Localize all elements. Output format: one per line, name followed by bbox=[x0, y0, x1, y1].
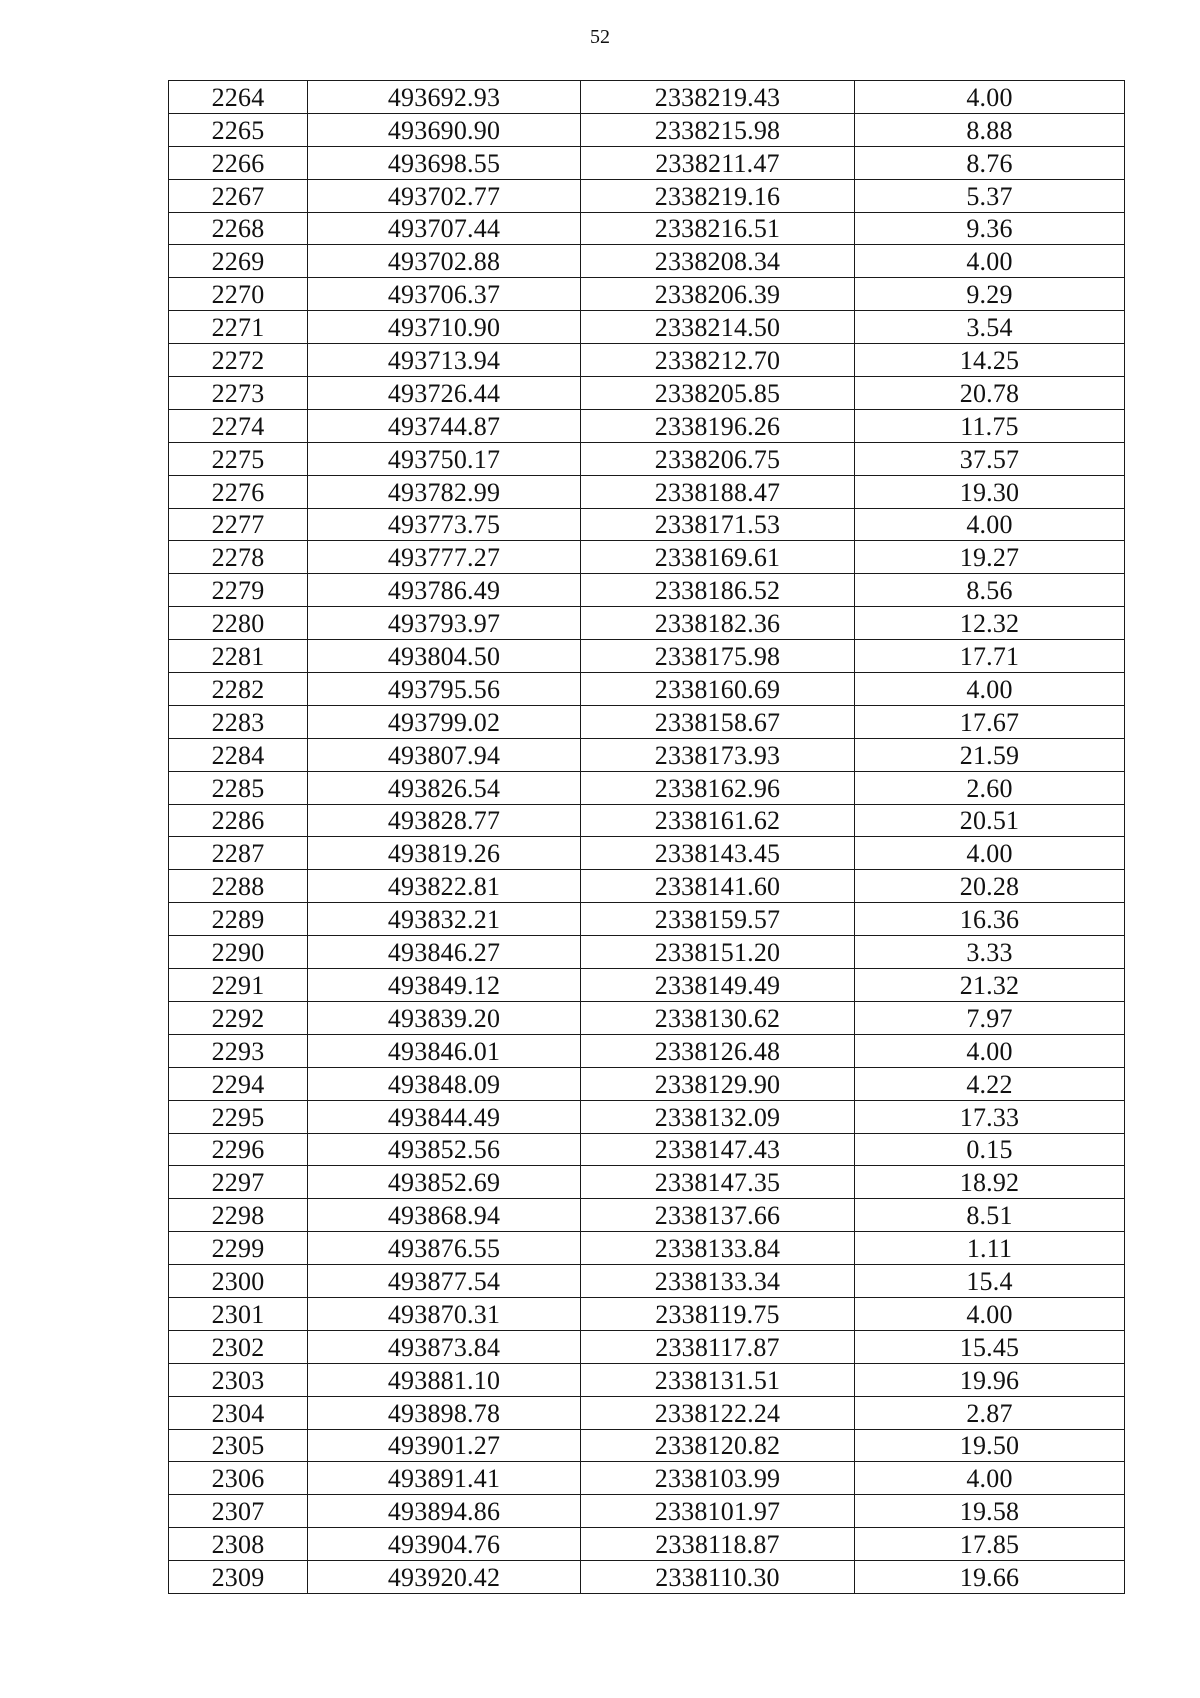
distance-cell: 9.36 bbox=[855, 212, 1125, 245]
point-id-cell: 2306 bbox=[169, 1462, 308, 1495]
y-coordinate-cell: 2338219.16 bbox=[581, 179, 855, 212]
point-id-cell: 2284 bbox=[169, 738, 308, 771]
page-number: 52 bbox=[590, 26, 610, 48]
point-id-cell: 2296 bbox=[169, 1133, 308, 1166]
point-id-cell: 2273 bbox=[169, 377, 308, 410]
y-coordinate-cell: 2338117.87 bbox=[581, 1330, 855, 1363]
x-coordinate-cell: 493822.81 bbox=[308, 870, 581, 903]
y-coordinate-cell: 2338206.39 bbox=[581, 278, 855, 311]
table-row bbox=[169, 1330, 1125, 1363]
distance-cell: 18.92 bbox=[855, 1166, 1125, 1199]
y-coordinate-cell: 2338131.51 bbox=[581, 1363, 855, 1396]
distance-cell: 15.45 bbox=[855, 1330, 1125, 1363]
point-id-cell: 2266 bbox=[169, 146, 308, 179]
distance-cell: 0.15 bbox=[855, 1133, 1125, 1166]
y-coordinate-cell: 2338188.47 bbox=[581, 475, 855, 508]
y-coordinate-cell: 2338120.82 bbox=[581, 1429, 855, 1462]
distance-cell: 1.11 bbox=[855, 1232, 1125, 1265]
x-coordinate-cell: 493828.77 bbox=[308, 804, 581, 837]
y-coordinate-cell: 2338103.99 bbox=[581, 1462, 855, 1495]
x-coordinate-cell: 493698.55 bbox=[308, 146, 581, 179]
table-row bbox=[169, 1561, 1125, 1594]
point-id-cell: 2268 bbox=[169, 212, 308, 245]
point-id-cell: 2272 bbox=[169, 344, 308, 377]
x-coordinate-cell: 493786.49 bbox=[308, 574, 581, 607]
distance-cell: 5.37 bbox=[855, 179, 1125, 212]
x-coordinate-cell: 493782.99 bbox=[308, 475, 581, 508]
table-row bbox=[169, 344, 1125, 377]
x-coordinate-cell: 493744.87 bbox=[308, 409, 581, 442]
table-row bbox=[169, 113, 1125, 146]
y-coordinate-cell: 2338182.36 bbox=[581, 607, 855, 640]
y-coordinate-cell: 2338133.84 bbox=[581, 1232, 855, 1265]
table-row bbox=[169, 1462, 1125, 1495]
point-id-cell: 2309 bbox=[169, 1561, 308, 1594]
distance-cell: 20.78 bbox=[855, 377, 1125, 410]
table-body bbox=[169, 81, 1125, 1594]
distance-cell: 21.59 bbox=[855, 738, 1125, 771]
y-coordinate-cell: 2338208.34 bbox=[581, 245, 855, 278]
distance-cell: 19.58 bbox=[855, 1495, 1125, 1528]
table-row bbox=[169, 607, 1125, 640]
x-coordinate-cell: 493726.44 bbox=[308, 377, 581, 410]
x-coordinate-cell: 493713.94 bbox=[308, 344, 581, 377]
table-row bbox=[169, 278, 1125, 311]
distance-cell: 4.00 bbox=[855, 81, 1125, 114]
coordinates-table bbox=[168, 80, 1125, 1594]
distance-cell: 37.57 bbox=[855, 442, 1125, 475]
point-id-cell: 2274 bbox=[169, 409, 308, 442]
point-id-cell: 2282 bbox=[169, 673, 308, 706]
distance-cell: 2.87 bbox=[855, 1396, 1125, 1429]
x-coordinate-cell: 493920.42 bbox=[308, 1561, 581, 1594]
y-coordinate-cell: 2338175.98 bbox=[581, 640, 855, 673]
y-coordinate-cell: 2338216.51 bbox=[581, 212, 855, 245]
x-coordinate-cell: 493710.90 bbox=[308, 311, 581, 344]
distance-cell: 17.71 bbox=[855, 640, 1125, 673]
point-id-cell: 2295 bbox=[169, 1100, 308, 1133]
x-coordinate-cell: 493870.31 bbox=[308, 1297, 581, 1330]
point-id-cell: 2299 bbox=[169, 1232, 308, 1265]
x-coordinate-cell: 493777.27 bbox=[308, 541, 581, 574]
table-row bbox=[169, 1100, 1125, 1133]
x-coordinate-cell: 493846.27 bbox=[308, 936, 581, 969]
y-coordinate-cell: 2338137.66 bbox=[581, 1199, 855, 1232]
distance-cell: 19.27 bbox=[855, 541, 1125, 574]
y-coordinate-cell: 2338147.43 bbox=[581, 1133, 855, 1166]
distance-cell: 4.00 bbox=[855, 673, 1125, 706]
table-row bbox=[169, 146, 1125, 179]
x-coordinate-cell: 493702.77 bbox=[308, 179, 581, 212]
x-coordinate-cell: 493894.86 bbox=[308, 1495, 581, 1528]
point-id-cell: 2267 bbox=[169, 179, 308, 212]
point-id-cell: 2304 bbox=[169, 1396, 308, 1429]
y-coordinate-cell: 2338161.62 bbox=[581, 804, 855, 837]
x-coordinate-cell: 493844.49 bbox=[308, 1100, 581, 1133]
y-coordinate-cell: 2338206.75 bbox=[581, 442, 855, 475]
y-coordinate-cell: 2338141.60 bbox=[581, 870, 855, 903]
table-row bbox=[169, 1133, 1125, 1166]
distance-cell: 16.36 bbox=[855, 903, 1125, 936]
x-coordinate-cell: 493750.17 bbox=[308, 442, 581, 475]
y-coordinate-cell: 2338101.97 bbox=[581, 1495, 855, 1528]
point-id-cell: 2298 bbox=[169, 1199, 308, 1232]
point-id-cell: 2303 bbox=[169, 1363, 308, 1396]
y-coordinate-cell: 2338211.47 bbox=[581, 146, 855, 179]
x-coordinate-cell: 493799.02 bbox=[308, 705, 581, 738]
y-coordinate-cell: 2338110.30 bbox=[581, 1561, 855, 1594]
y-coordinate-cell: 2338212.70 bbox=[581, 344, 855, 377]
x-coordinate-cell: 493832.21 bbox=[308, 903, 581, 936]
y-coordinate-cell: 2338173.93 bbox=[581, 738, 855, 771]
distance-cell: 20.51 bbox=[855, 804, 1125, 837]
y-coordinate-cell: 2338119.75 bbox=[581, 1297, 855, 1330]
point-id-cell: 2293 bbox=[169, 1034, 308, 1067]
distance-cell: 20.28 bbox=[855, 870, 1125, 903]
x-coordinate-cell: 493804.50 bbox=[308, 640, 581, 673]
table-row bbox=[169, 574, 1125, 607]
table-row bbox=[169, 804, 1125, 837]
distance-cell: 4.00 bbox=[855, 1462, 1125, 1495]
table-row bbox=[169, 1034, 1125, 1067]
x-coordinate-cell: 493819.26 bbox=[308, 837, 581, 870]
point-id-cell: 2270 bbox=[169, 278, 308, 311]
x-coordinate-cell: 493807.94 bbox=[308, 738, 581, 771]
point-id-cell: 2275 bbox=[169, 442, 308, 475]
distance-cell: 15.4 bbox=[855, 1265, 1125, 1298]
table-row bbox=[169, 311, 1125, 344]
point-id-cell: 2280 bbox=[169, 607, 308, 640]
point-id-cell: 2277 bbox=[169, 508, 308, 541]
point-id-cell: 2300 bbox=[169, 1265, 308, 1298]
y-coordinate-cell: 2338169.61 bbox=[581, 541, 855, 574]
table-row bbox=[169, 1199, 1125, 1232]
distance-cell: 8.51 bbox=[855, 1199, 1125, 1232]
table-row bbox=[169, 1396, 1125, 1429]
x-coordinate-cell: 493868.94 bbox=[308, 1199, 581, 1232]
table-row bbox=[169, 377, 1125, 410]
y-coordinate-cell: 2338143.45 bbox=[581, 837, 855, 870]
point-id-cell: 2265 bbox=[169, 113, 308, 146]
point-id-cell: 2278 bbox=[169, 541, 308, 574]
point-id-cell: 2264 bbox=[169, 81, 308, 114]
x-coordinate-cell: 493901.27 bbox=[308, 1429, 581, 1462]
table-row bbox=[169, 245, 1125, 278]
table-row bbox=[169, 508, 1125, 541]
point-id-cell: 2283 bbox=[169, 705, 308, 738]
table-row bbox=[169, 673, 1125, 706]
distance-cell: 8.56 bbox=[855, 574, 1125, 607]
table-row bbox=[169, 1528, 1125, 1561]
table-row bbox=[169, 442, 1125, 475]
y-coordinate-cell: 2338118.87 bbox=[581, 1528, 855, 1561]
table-row bbox=[169, 212, 1125, 245]
table-row bbox=[169, 81, 1125, 114]
distance-cell: 19.96 bbox=[855, 1363, 1125, 1396]
table-row bbox=[169, 541, 1125, 574]
y-coordinate-cell: 2338132.09 bbox=[581, 1100, 855, 1133]
distance-cell: 17.67 bbox=[855, 705, 1125, 738]
x-coordinate-cell: 493877.54 bbox=[308, 1265, 581, 1298]
y-coordinate-cell: 2338158.67 bbox=[581, 705, 855, 738]
table-row bbox=[169, 705, 1125, 738]
x-coordinate-cell: 493898.78 bbox=[308, 1396, 581, 1429]
distance-cell: 19.66 bbox=[855, 1561, 1125, 1594]
point-id-cell: 2297 bbox=[169, 1166, 308, 1199]
y-coordinate-cell: 2338126.48 bbox=[581, 1034, 855, 1067]
distance-cell: 3.33 bbox=[855, 936, 1125, 969]
point-id-cell: 2301 bbox=[169, 1297, 308, 1330]
y-coordinate-cell: 2338214.50 bbox=[581, 311, 855, 344]
table-row bbox=[169, 179, 1125, 212]
x-coordinate-cell: 493873.84 bbox=[308, 1330, 581, 1363]
table-row bbox=[169, 771, 1125, 804]
y-coordinate-cell: 2338129.90 bbox=[581, 1067, 855, 1100]
x-coordinate-cell: 493839.20 bbox=[308, 1001, 581, 1034]
distance-cell: 8.88 bbox=[855, 113, 1125, 146]
x-coordinate-cell: 493706.37 bbox=[308, 278, 581, 311]
distance-cell: 19.30 bbox=[855, 475, 1125, 508]
table-row bbox=[169, 1232, 1125, 1265]
table-row bbox=[169, 409, 1125, 442]
y-coordinate-cell: 2338160.69 bbox=[581, 673, 855, 706]
x-coordinate-cell: 493904.76 bbox=[308, 1528, 581, 1561]
x-coordinate-cell: 493848.09 bbox=[308, 1067, 581, 1100]
table-row bbox=[169, 640, 1125, 673]
distance-cell: 4.22 bbox=[855, 1067, 1125, 1100]
point-id-cell: 2294 bbox=[169, 1067, 308, 1100]
y-coordinate-cell: 2338130.62 bbox=[581, 1001, 855, 1034]
point-id-cell: 2288 bbox=[169, 870, 308, 903]
point-id-cell: 2279 bbox=[169, 574, 308, 607]
x-coordinate-cell: 493702.88 bbox=[308, 245, 581, 278]
table-row bbox=[169, 1363, 1125, 1396]
table-row bbox=[169, 969, 1125, 1002]
x-coordinate-cell: 493692.93 bbox=[308, 81, 581, 114]
distance-cell: 4.00 bbox=[855, 1034, 1125, 1067]
table-row bbox=[169, 870, 1125, 903]
table-row bbox=[169, 738, 1125, 771]
y-coordinate-cell: 2338159.57 bbox=[581, 903, 855, 936]
x-coordinate-cell: 493852.69 bbox=[308, 1166, 581, 1199]
x-coordinate-cell: 493773.75 bbox=[308, 508, 581, 541]
point-id-cell: 2289 bbox=[169, 903, 308, 936]
point-id-cell: 2276 bbox=[169, 475, 308, 508]
y-coordinate-cell: 2338186.52 bbox=[581, 574, 855, 607]
x-coordinate-cell: 493891.41 bbox=[308, 1462, 581, 1495]
table-row bbox=[169, 1429, 1125, 1462]
point-id-cell: 2291 bbox=[169, 969, 308, 1002]
table-row bbox=[169, 903, 1125, 936]
y-coordinate-cell: 2338196.26 bbox=[581, 409, 855, 442]
distance-cell: 21.32 bbox=[855, 969, 1125, 1002]
x-coordinate-cell: 493826.54 bbox=[308, 771, 581, 804]
point-id-cell: 2290 bbox=[169, 936, 308, 969]
distance-cell: 19.50 bbox=[855, 1429, 1125, 1462]
table-row bbox=[169, 1166, 1125, 1199]
distance-cell: 4.00 bbox=[855, 245, 1125, 278]
x-coordinate-cell: 493707.44 bbox=[308, 212, 581, 245]
point-id-cell: 2286 bbox=[169, 804, 308, 837]
point-id-cell: 2307 bbox=[169, 1495, 308, 1528]
table-row bbox=[169, 1001, 1125, 1034]
distance-cell: 4.00 bbox=[855, 508, 1125, 541]
y-coordinate-cell: 2338162.96 bbox=[581, 771, 855, 804]
distance-cell: 14.25 bbox=[855, 344, 1125, 377]
x-coordinate-cell: 493881.10 bbox=[308, 1363, 581, 1396]
x-coordinate-cell: 493795.56 bbox=[308, 673, 581, 706]
distance-cell: 8.76 bbox=[855, 146, 1125, 179]
distance-cell: 3.54 bbox=[855, 311, 1125, 344]
distance-cell: 4.00 bbox=[855, 837, 1125, 870]
distance-cell: 9.29 bbox=[855, 278, 1125, 311]
table-row bbox=[169, 1265, 1125, 1298]
y-coordinate-cell: 2338151.20 bbox=[581, 936, 855, 969]
distance-cell: 12.32 bbox=[855, 607, 1125, 640]
point-id-cell: 2302 bbox=[169, 1330, 308, 1363]
y-coordinate-cell: 2338219.43 bbox=[581, 81, 855, 114]
table-row bbox=[169, 1495, 1125, 1528]
point-id-cell: 2281 bbox=[169, 640, 308, 673]
x-coordinate-cell: 493849.12 bbox=[308, 969, 581, 1002]
y-coordinate-cell: 2338171.53 bbox=[581, 508, 855, 541]
y-coordinate-cell: 2338149.49 bbox=[581, 969, 855, 1002]
distance-cell: 4.00 bbox=[855, 1297, 1125, 1330]
x-coordinate-cell: 493690.90 bbox=[308, 113, 581, 146]
distance-cell: 2.60 bbox=[855, 771, 1125, 804]
point-id-cell: 2285 bbox=[169, 771, 308, 804]
x-coordinate-cell: 493852.56 bbox=[308, 1133, 581, 1166]
distance-cell: 7.97 bbox=[855, 1001, 1125, 1034]
point-id-cell: 2292 bbox=[169, 1001, 308, 1034]
table-row bbox=[169, 1067, 1125, 1100]
point-id-cell: 2269 bbox=[169, 245, 308, 278]
table-row bbox=[169, 837, 1125, 870]
x-coordinate-cell: 493793.97 bbox=[308, 607, 581, 640]
point-id-cell: 2271 bbox=[169, 311, 308, 344]
y-coordinate-cell: 2338133.34 bbox=[581, 1265, 855, 1298]
y-coordinate-cell: 2338147.35 bbox=[581, 1166, 855, 1199]
point-id-cell: 2308 bbox=[169, 1528, 308, 1561]
distance-cell: 17.85 bbox=[855, 1528, 1125, 1561]
table-row bbox=[169, 936, 1125, 969]
y-coordinate-cell: 2338215.98 bbox=[581, 113, 855, 146]
y-coordinate-cell: 2338205.85 bbox=[581, 377, 855, 410]
point-id-cell: 2287 bbox=[169, 837, 308, 870]
x-coordinate-cell: 493876.55 bbox=[308, 1232, 581, 1265]
y-coordinate-cell: 2338122.24 bbox=[581, 1396, 855, 1429]
point-id-cell: 2305 bbox=[169, 1429, 308, 1462]
distance-cell: 17.33 bbox=[855, 1100, 1125, 1133]
x-coordinate-cell: 493846.01 bbox=[308, 1034, 581, 1067]
distance-cell: 11.75 bbox=[855, 409, 1125, 442]
table-row bbox=[169, 1297, 1125, 1330]
table-row bbox=[169, 475, 1125, 508]
